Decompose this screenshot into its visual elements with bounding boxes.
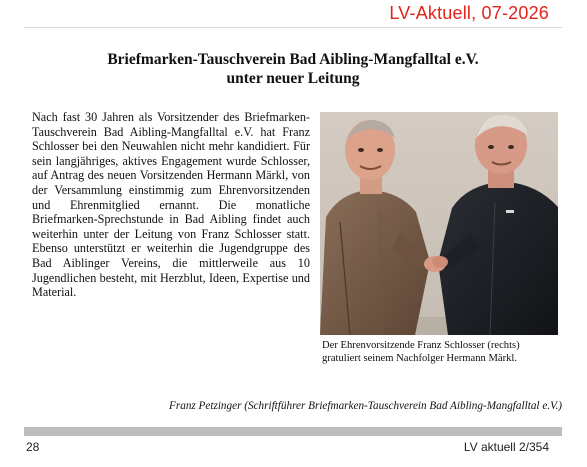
handshake-photo-illustration (320, 112, 558, 335)
issue-header-tag: LV-Aktuell, 07-2026 (389, 3, 549, 23)
article-title (24, 50, 562, 88)
top-divider (24, 27, 562, 28)
article-title-line-2: unter neuer Leitung (226, 70, 360, 87)
article-body: Nach fast 30 Jahren als Vorsitzender des Briefmarken-Tauschverein Bad Aibling-Mangfalltal e.V. hat Franz Schlosser bei den Neuwahlen nicht mehr kandidiert. Für sein langjähriges, aktives Engagement wurde Schlosser, auf Antrag des neuen Vorsitzenden Hermann Märkl, von der Versammlung einstimmig zum Ehrenvorsitzenden und Ehrenmitglied ernannt. Die monatliche Briefmarken-Sprechstunde in Bad Aibling findet auch weiterhin unter der Leitung von Franz Schlosser statt. Ebenso unterstützt er weiterhin die Jugendgruppe des Bad Aiblinger Vereins, die mittlerweile aus 10 Jugendlichen besteht, mit Herzblut, Ideen, Expertise und Material. (32, 110, 310, 300)
page-number: 28 (26, 440, 40, 454)
author-credit: Franz Petzinger (Schriftführer Briefmarken-Tauschverein Bad Aibling-Mangfalltal e.V.) (169, 400, 562, 412)
article-photo (320, 112, 558, 335)
issue-label: LV aktuell 2/354 (463, 440, 549, 454)
photo-caption: Der Ehrenvorsitzende Franz Schlosser (rechts) gratuliert seinem Nachfolger Hermann Märkl. (322, 340, 520, 364)
footer-bar (24, 427, 562, 436)
article-title-line-1: Briefmarken-Tauschverein Bad Aibling-Mangfalltal e.V. (107, 51, 479, 68)
